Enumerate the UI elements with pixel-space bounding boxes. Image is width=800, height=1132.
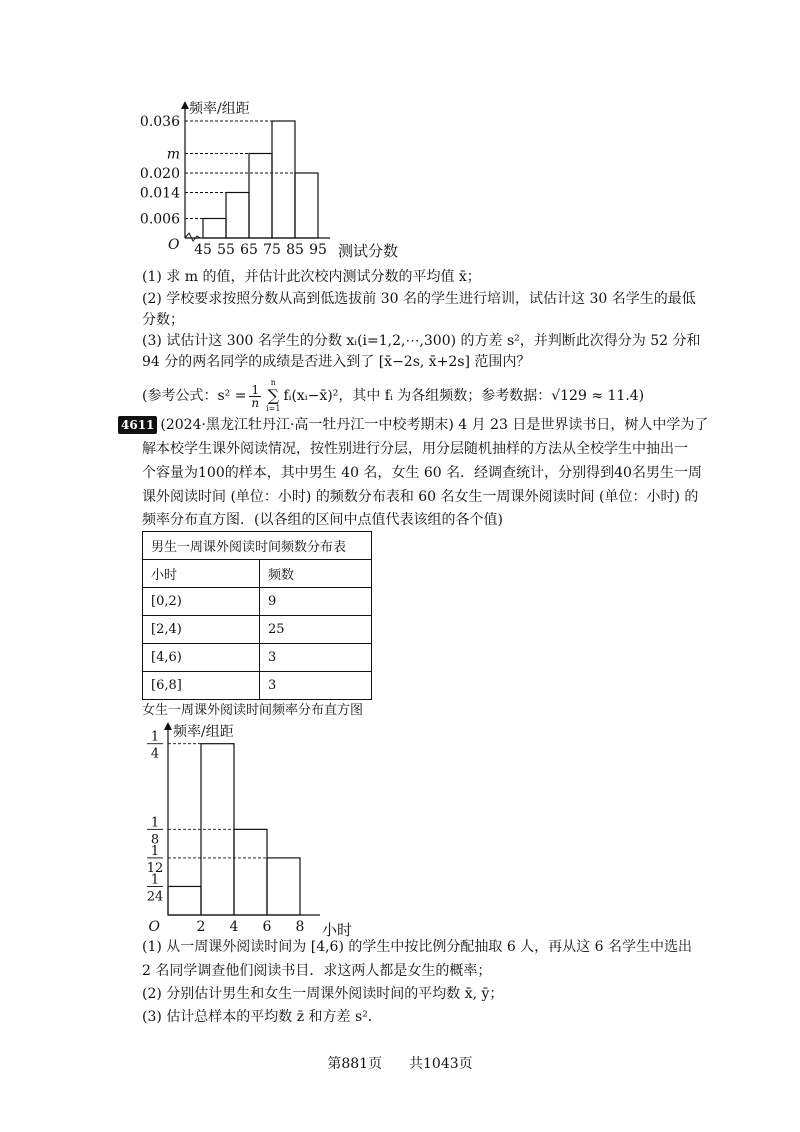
q2-sub2: (2) 分别估计男生和女生一周课外阅读时间的平均数 x̄, ȳ； [142,986,504,1002]
ref-suffix: fᵢ(xᵢ−x̄)²，其中 fᵢ 为各组频数；参考数据：√129 ≈ 11.4) [283,388,645,404]
q1-part3-line2: 94 分的两名同学的成绩是否进入到了 [x̄−2s, x̄+2s] 范围内？ [142,354,531,370]
histogram2-title: 女生一周课外阅读时间频率分布直方图 [142,703,364,718]
x-tick-label: 4 [229,919,239,935]
histogram-bar [234,829,267,915]
y-tick-denominator: 4 [150,746,160,762]
question-number: 4611 [118,416,157,434]
x-tick-label: 45 [194,242,212,258]
x-tick-label: 8 [295,919,305,935]
histogram-bar [226,193,249,239]
ref-frac-den: n [251,395,260,410]
table-title: 男生一周课外阅读时间频数分布表 [143,532,372,560]
page-total: 共1043页 [409,1056,473,1072]
q2-line2: 解本校学生课外阅读情况，按性别进行分层，用分层随机抽样的方法从全校学生中抽出一 [142,441,688,457]
y-axis-arrow [164,722,172,730]
table-row: [4,6) 3 [143,644,372,672]
x-tick-label: 75 [263,242,281,258]
q2-line5: 频率分布直方图．(以各组的区间中点值代表该组的各个值) [142,512,503,528]
y-tick-numerator: 1 [150,729,160,745]
x-tick-label: 55 [217,242,235,258]
table-row: [0,2) 9 [143,588,372,616]
histogram-bar [203,219,226,239]
ref-sum-symbol: ∑ [267,386,279,405]
y-tick-denominator: 8 [150,832,160,848]
q1-reference-formula [142,378,644,414]
x-tick-label: 95 [309,242,327,258]
ref-sum-bottom: i=1 [266,404,281,413]
y-axis-label: 频率/组距 [173,724,234,740]
x-tick-label: 85 [286,242,304,258]
boys-frequency-table [142,531,372,700]
x-tick-label: 65 [240,242,258,258]
x-axis-label: 小时 [322,921,353,939]
table-row: [6,8] 3 [143,672,372,700]
y-tick-numerator: 1 [150,815,160,831]
x-axis-label: 测试分数 [338,242,399,260]
histogram-bar [168,886,201,915]
y-tick-label: m [166,146,180,163]
histogram-bar [272,121,295,238]
origin-label: O [148,919,160,935]
y-tick-denominator: 12 [146,860,164,876]
y-tick-denominator: 24 [146,889,164,905]
q1-part1: (1) 求 m 的值，并估计此次校内测试分数的平均值 x̄； [142,269,481,285]
y-tick-label: 0.020 [139,166,180,182]
ref-prefix: (参考公式：s² = [142,388,247,404]
origin-label: O [168,237,180,253]
y-tick-numerator: 1 [150,872,160,888]
y-axis-arrow [181,101,189,109]
q1-part2-line2: 分数； [142,312,184,328]
x-tick-label: 6 [262,919,272,935]
x-tick-label: 2 [196,919,206,935]
y-tick-label: 0.014 [139,185,180,202]
page-number: 第881页 [327,1056,383,1072]
q2-line3: 个容量为100的样本，其中男生 40 名，女生 60 名．经调查统计，分别得到40名男生一周 [142,465,702,481]
histogram-bar [295,173,318,238]
table-header-hours: 小时 [143,560,260,588]
histogram-bar [249,154,272,239]
y-tick-label: 0.006 [139,211,180,228]
histogram-bar [267,858,300,915]
girls-reading-histogram [135,718,395,940]
y-axis-label: 频率/组距 [189,101,250,117]
page-footer [0,1053,800,1073]
q1-part3-line1: (3) 试估计这 300 名学生的分数 xᵢ(i=1,2,⋯,300) 的方差 s²，并判断此次得分为 52 分和 [142,333,701,349]
ref-frac-num: 1 [251,382,260,397]
y-tick-numerator: 1 [150,843,160,859]
q2-line1: 4611 (2024·黑龙江牡丹江·高一牡丹江一中校考期末) 4 月 23 日是世界读书日，树人中学为了 [118,416,708,434]
y-tick-label: 0.036 [139,114,180,130]
table-header-count: 频数 [260,560,372,588]
q1-part2-line1: (2) 学校要求按照分数从高到低选拔前 30 名的学生进行培训，试估计这 30 名学生的最低 [142,291,696,307]
q2-sub1-line2: 2 名同学调查他们阅读书目．求这两人都是女生的概率； [142,963,492,979]
q2-sub3: (3) 估计总样本的平均数 z̄ 和方差 s²． [142,1009,382,1025]
q2-sub1-line1: (1) 从一周课外阅读时间为 [4,6) 的学生中按比例分配抽取 6 人，再从这 6 名学生中选出 [142,939,692,955]
table-row: [2,4) 25 [143,616,372,644]
ref-sum-top: n [270,378,276,387]
axis-break-mark [185,233,200,241]
score-histogram [130,95,420,270]
q2-line4: 课外阅读时间 (单位：小时) 的频数分布表和 60 名女生一周课外阅读时间 (单位：小时) 的 [142,489,699,505]
